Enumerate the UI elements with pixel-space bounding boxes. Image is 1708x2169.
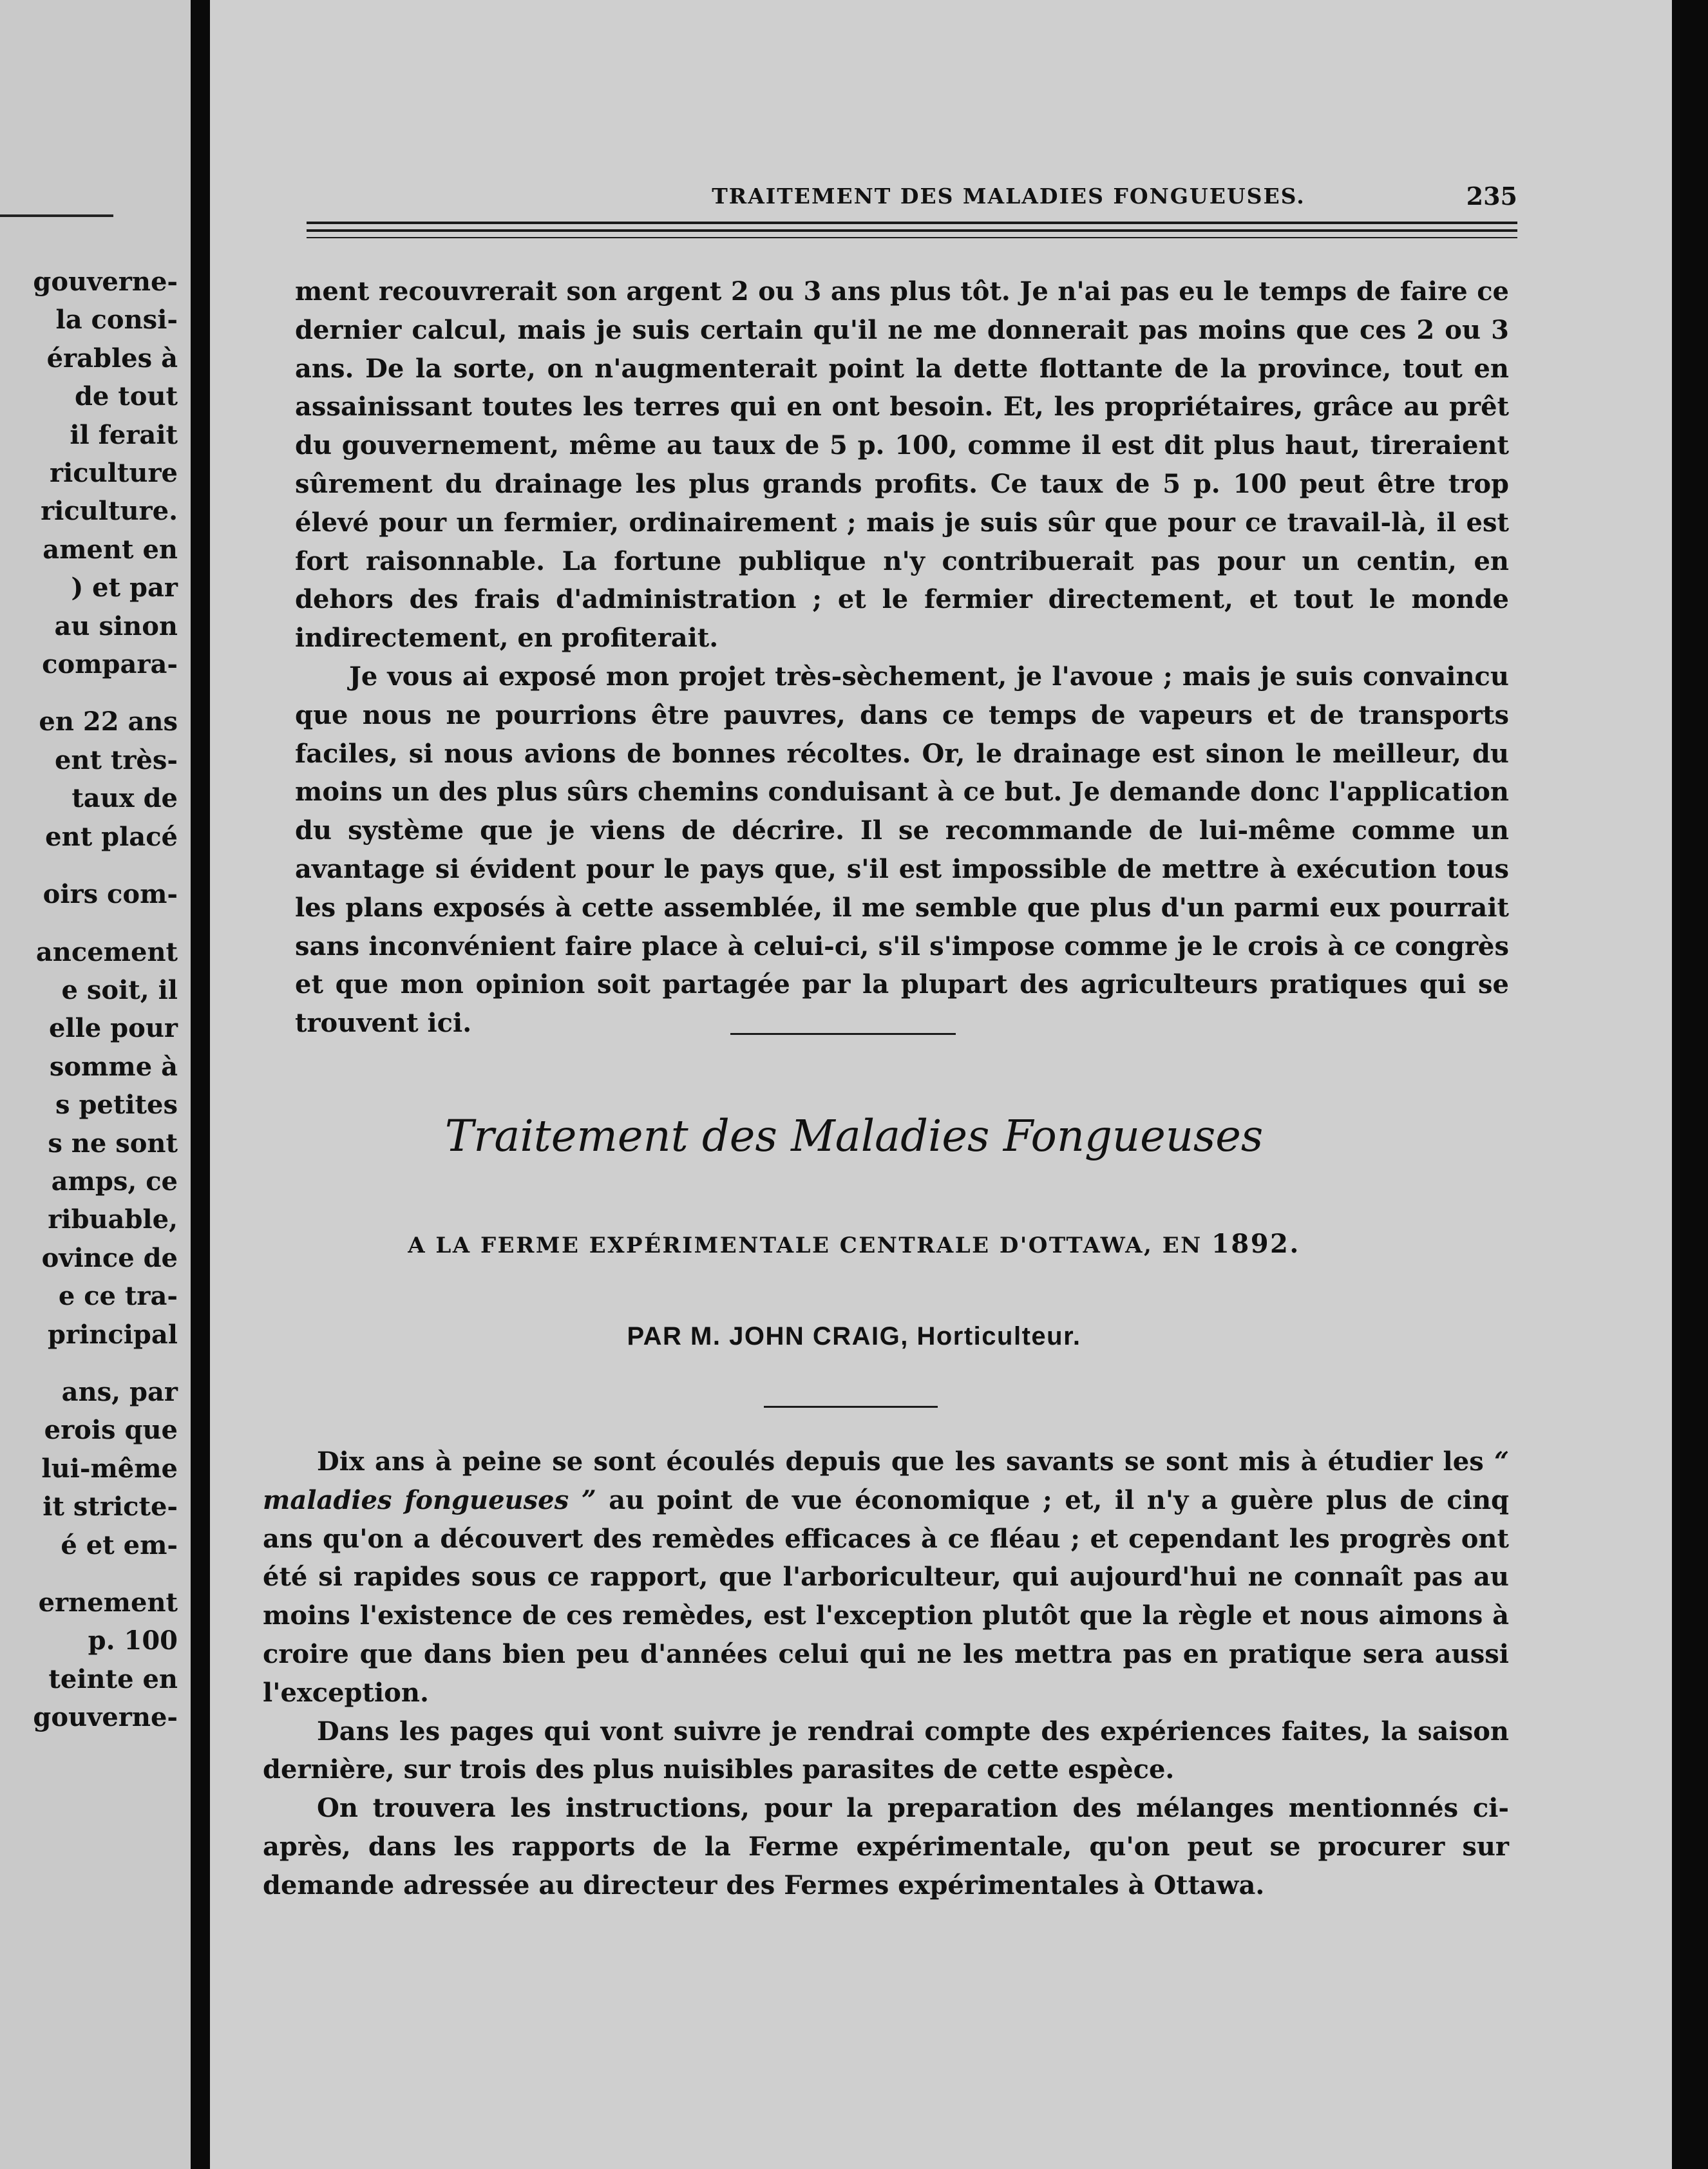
left-page-line: de tout — [74, 381, 178, 412]
left-page-line: ancement — [35, 936, 178, 967]
left-page-line: ent placé — [45, 821, 178, 852]
left-page-line: riculture — [50, 458, 178, 489]
left-page-line: taux de — [71, 783, 178, 814]
article-body — [263, 1443, 1509, 1905]
left-page-line: amps, ce — [51, 1166, 178, 1197]
left-page-line — [0, 1564, 178, 1584]
left-page-line — [0, 856, 178, 875]
left-page-text — [0, 263, 178, 1737]
left-page-line: il ferait — [70, 419, 178, 450]
left-page-line: somme à — [49, 1051, 178, 1082]
left-page-line: en 22 ans — [39, 706, 178, 737]
left-page-line: ernement — [38, 1587, 178, 1618]
left-page-line: gouverne- — [33, 267, 178, 297]
left-page-line: ovince de — [41, 1242, 178, 1273]
p1-before: Dix ans à peine se sont écoulés depuis que les savants se sont mis à étudier les — [317, 1446, 1484, 1477]
left-page-line: teinte en — [48, 1663, 178, 1694]
left-page-line: érables à — [46, 343, 178, 374]
left-page-line: e ce tra- — [58, 1281, 178, 1312]
left-page-rule — [0, 214, 113, 217]
left-page-line: ent très- — [54, 744, 178, 775]
article-title: Traitement des Maladies Fongueuses — [444, 1111, 1264, 1161]
left-page-line: gouverne- — [33, 1702, 178, 1733]
left-page-line: s ne sont — [48, 1128, 178, 1159]
left-page-line: ribuable, — [48, 1204, 178, 1235]
paragraph: ment recouvrerait son argent 2 ou 3 ans plus tôt. Je n'ai pas eu le temps de faire ce dernier calcul, mais je suis certain qu'il ne me donnerait pas moins que ces 2 ou 3 ans. De la sorte, on n'augmenterait point la dette flottante de la province, tout en assainissant toutes les terres qui en ont besoin. Et, les propriétaires, grâce au prêt du gouvernement, même au taux de 5 p. 100, comme il est dit plus haut, tireraient sûrement du drainage les plus grands profits. Ce taux de 5 p. 100 peut être trop élevé pour un fermier, ordinairement ; mais je suis sûr que pour ce travail-là, il est fort raisonnable. La fortune publique n'y contribuerait pas pour un centin, en dehors des frais d'administration ; et le fermier directement, et tout le monde indirectement, en profiterait. — [295, 276, 1509, 654]
left-page-line: principal — [48, 1319, 178, 1350]
left-page-line: ans, par — [61, 1376, 178, 1407]
left-page-line: s petites — [55, 1090, 178, 1121]
left-page-line: erois que — [44, 1415, 178, 1446]
running-header: TRAITEMENT DES MALADIES FONGUEUSES. — [712, 184, 1305, 209]
subtitle-year: 1892. — [1211, 1229, 1300, 1259]
book-gutter — [191, 0, 210, 2169]
left-page-line: la consi- — [55, 305, 178, 336]
page-edge — [1672, 0, 1691, 2169]
header-rule — [307, 237, 1517, 238]
author-separator — [764, 1406, 938, 1408]
left-page-line: ) et par — [71, 573, 178, 603]
section-separator — [730, 1033, 956, 1035]
header-rule — [307, 222, 1517, 224]
left-page-line: riculture. — [41, 496, 178, 527]
page-number: 235 — [1466, 182, 1517, 211]
subtitle-text: A LA FERME EXPÉRIMENTALE CENTRALE D'OTTAWA, EN — [408, 1233, 1202, 1258]
article-author: PAR M. JOHN CRAIG, Horticulteur. — [627, 1322, 1081, 1350]
continuation-text — [295, 272, 1509, 1043]
left-page-line: compara- — [42, 649, 178, 680]
left-page-line — [0, 683, 178, 703]
header-rule — [307, 229, 1517, 232]
paragraph: Je vous ai exposé mon projet très-sèchement, je l'avoue ; mais je suis convaincu que nous ne pourrions être pauvres, dans ce temps de vapeurs et de transports faciles, si nous avions de bonnes récoltes. Or, le drainage est sinon le meilleur, du moins un des plus sûrs chemins conduisant à ce but. Je demande donc l'application du système que je viens de décrire. Il se recommande de lui-même comme un avantage si évident pour le pays que, s'il est impossible de mettre à exécution tous les plans exposés à cette assemblée, il me semble que plus d'un parmi eux pourrait sans inconvénient faire place à celui-ci, s'il s'impose comme je le crois à ce congrès et que mon opinion soit partagée par la plupart des agriculteurs pratiques qui se trouvent ici. — [295, 661, 1509, 1039]
left-page-line: é et em- — [61, 1530, 178, 1560]
paragraph: On trouvera les instructions, pour la preparation des mélanges mentionnés ci-après, dans les rapports de la Ferme expérimentale, qu'on peut se procurer sur demande adressée au directeur des Fermes expérimentales à Ottawa. — [263, 1793, 1509, 1900]
left-page-line: oirs com- — [43, 879, 178, 910]
p1-italic: “ maladies fongueuses ” — [263, 1446, 1509, 1515]
left-page-line: ament en — [43, 534, 178, 565]
left-page-line — [0, 1354, 178, 1373]
left-page-line: it stricte- — [43, 1492, 178, 1522]
left-page-fragment — [0, 0, 191, 2169]
left-page-line — [0, 914, 178, 933]
left-page-line: lui-même — [41, 1453, 178, 1484]
article-subtitle — [339, 1229, 1369, 1259]
left-page-line: elle pour — [48, 1013, 178, 1044]
left-page-line: p. 100 — [88, 1625, 178, 1656]
paragraph — [263, 1443, 1509, 1712]
p1-after: au point de vue économique ; et, il n'y a guère plus de cinq ans qu'on a découvert des remèdes efficaces à ce fléau ; et cependant les progrès ont été si rapides sous ce rapport, que l'arboriculteur, qui aujourd'hui ne connaît pas au moins l'existence de ces remèdes, est l'exception plutôt que la règle et nous aimons à croire que dans bien peu d'années celui qui ne les mettra pas en pratique sera aussi l'exception. — [263, 1484, 1510, 1708]
paragraph: Dans les pages qui vont suivre je rendrai compte des expériences faites, la saison dernière, sur trois des plus nuisibles parasites de cette espèce. — [263, 1716, 1509, 1785]
left-page-line: au sinon — [54, 611, 178, 641]
left-page-line: e soit, il — [61, 974, 178, 1005]
right-page — [210, 0, 1691, 2169]
